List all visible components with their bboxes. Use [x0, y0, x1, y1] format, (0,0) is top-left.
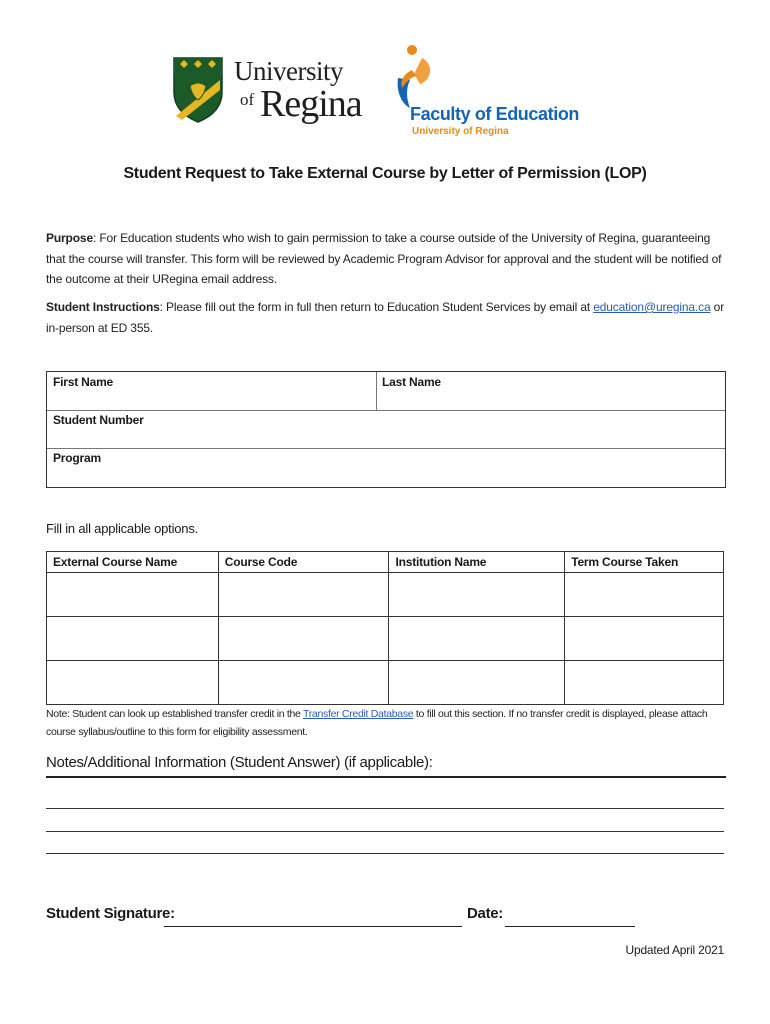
student-info-table — [46, 371, 726, 488]
updated-date: Updated April 2021 — [625, 943, 724, 957]
transfer-credit-note — [46, 705, 736, 741]
course-name-cell[interactable] — [47, 617, 219, 661]
info-divider — [376, 372, 377, 410]
table-row — [47, 617, 724, 661]
note-text-before: Note: Student can look up established transfer credit in the — [46, 708, 304, 720]
university-wordmark-line1: University — [234, 56, 343, 86]
faculty-name: Faculty of Education — [410, 104, 580, 124]
notes-answer-line[interactable] — [46, 831, 724, 832]
university-wordmark-line2: Regina — [260, 83, 362, 125]
info-row-divider — [47, 448, 725, 449]
education-email-link[interactable]: education@uregina.ca — [593, 300, 711, 314]
instructions-text-after: or in-person at ED 355. — [46, 300, 725, 335]
purpose-paragraph — [46, 228, 728, 290]
table-row — [47, 661, 724, 705]
transfer-credit-database-link[interactable]: Transfer Credit Database — [303, 708, 414, 720]
course-table-header — [47, 552, 724, 573]
institution-name-cell[interactable] — [389, 573, 565, 617]
faculty-of-education-logo — [392, 44, 592, 140]
course-name-cell[interactable] — [47, 573, 219, 617]
course-code-cell[interactable] — [218, 661, 389, 705]
course-code-cell[interactable] — [218, 573, 389, 617]
university-wordmark-of: of — [240, 90, 255, 109]
external-course-name-header: External Course Name — [47, 552, 219, 573]
institution-name-cell[interactable] — [389, 661, 565, 705]
institution-name-header: Institution Name — [389, 552, 565, 573]
note-text-after: to fill out this section. If no transfer credit is displayed, please attach course syllabus/outline to this form for eligibility assessment. — [46, 708, 708, 738]
instructions-text-before: : Please fill out the form in full then return to Education Student Services by email at — [159, 300, 594, 314]
notes-heading-rule — [46, 776, 726, 778]
student-signature-line[interactable] — [164, 926, 462, 927]
date-line[interactable] — [505, 926, 635, 927]
student-signature-label: Student Signature: — [46, 905, 175, 922]
institution-name-cell[interactable] — [389, 617, 565, 661]
notes-heading: Notes/Additional Information (Student Answer) (if applicable): — [46, 754, 433, 771]
course-code-header: Course Code — [218, 552, 389, 573]
fill-in-instructions: Fill in all applicable options. — [46, 521, 199, 536]
notes-answer-line[interactable] — [46, 808, 724, 809]
date-label: Date: — [467, 905, 504, 922]
term-taken-cell[interactable] — [565, 661, 724, 705]
table-row — [47, 573, 724, 617]
purpose-text: : For Education students who wish to gain permission to take a course outside of the University of Regina, guaranteeing that the course will transfer. This form will be reviewed by Academic Program Advisor for approval and the student will be notified of the outcome at their URegina email address. — [46, 231, 722, 286]
notes-answer-line[interactable] — [46, 853, 724, 854]
instructions-paragraph — [46, 297, 728, 338]
first-name-field[interactable]: First Name — [53, 375, 114, 389]
purpose-label: Purpose — [46, 231, 93, 245]
course-name-cell[interactable] — [47, 661, 219, 705]
program-field[interactable]: Program — [53, 451, 101, 465]
university-of-regina-logo — [172, 56, 372, 128]
course-code-cell[interactable] — [218, 617, 389, 661]
student-number-field[interactable]: Student Number — [53, 413, 144, 427]
instructions-label: Student Instructions — [46, 300, 160, 314]
term-course-taken-header: Term Course Taken — [565, 552, 724, 573]
last-name-field[interactable]: Last Name — [382, 375, 441, 389]
term-taken-cell[interactable] — [565, 573, 724, 617]
info-row-divider — [47, 410, 725, 411]
document-title: Student Request to Take External Course by Letter of Permission (LOP) — [123, 165, 647, 182]
faculty-university-name: University of Regina — [412, 126, 509, 137]
university-shield-icon — [172, 56, 224, 124]
term-taken-cell[interactable] — [565, 617, 724, 661]
course-table — [46, 551, 724, 705]
